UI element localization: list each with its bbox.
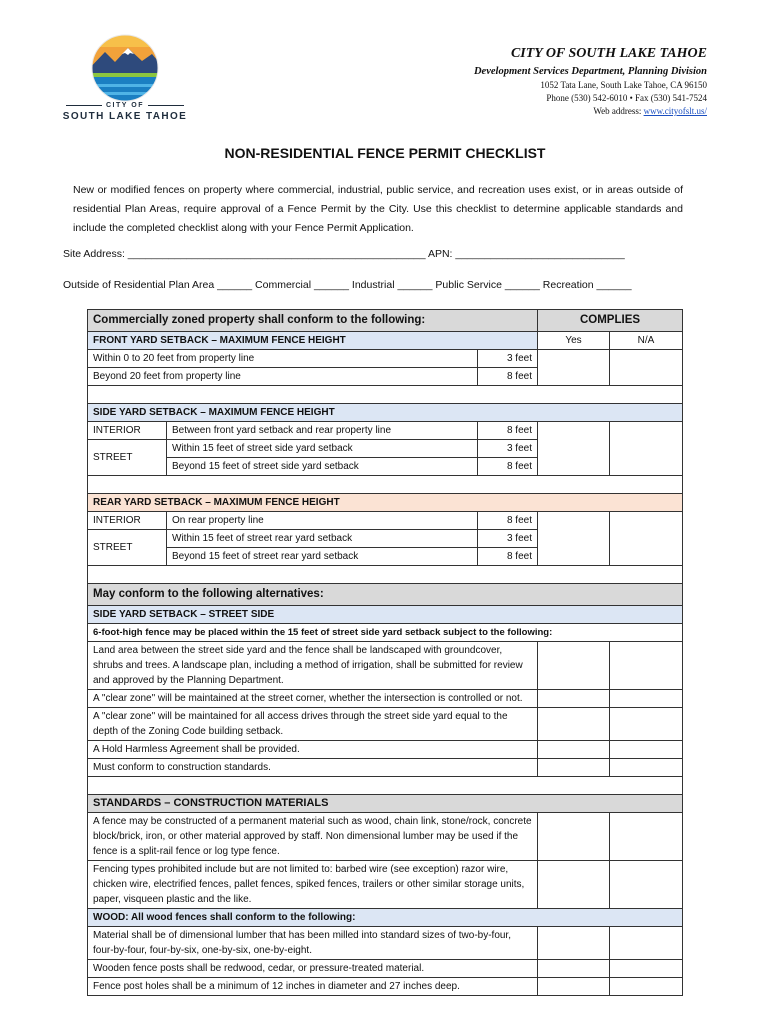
website-link[interactable]: www.cityofslt.us/ bbox=[643, 106, 707, 116]
na-checkbox-cell[interactable] bbox=[610, 927, 683, 960]
table-row bbox=[88, 960, 683, 978]
table-row bbox=[88, 512, 683, 530]
na-checkbox-cell[interactable] bbox=[610, 350, 683, 386]
wood-item: Fence post holes shall be a minimum of 12 inches in diameter and 27 inches deep. bbox=[88, 978, 538, 996]
na-checkbox-cell[interactable] bbox=[610, 690, 683, 708]
standards-item: A fence may be constructed of a permanent material such as wood, chain link, stone/rock, concrete block/brick, iron, or other material approved by staff. Non dimensional lumber may be used if the fence is a split-rail fence or log type fence. bbox=[88, 813, 538, 861]
logo-caption-bottom: SOUTH LAKE TAHOE bbox=[62, 111, 188, 122]
table-row bbox=[88, 813, 683, 861]
interior-label: INTERIOR bbox=[88, 422, 167, 440]
alt-item: A Hold Harmless Agreement shall be provided. bbox=[88, 741, 538, 759]
city-name: CITY OF SOUTH LAKE TAHOE bbox=[510, 46, 707, 61]
na-checkbox-cell[interactable] bbox=[610, 960, 683, 978]
side-row-value: 8 feet bbox=[478, 458, 538, 476]
yes-checkbox-cell[interactable] bbox=[538, 642, 610, 690]
page-title: NON-RESIDENTIAL FENCE PERMIT CHECKLIST bbox=[224, 145, 546, 161]
table-row bbox=[88, 422, 683, 440]
alt-item: Land area between the street side yard and the fence shall be landscaped with groundcover, shrubs and trees. A landscape plan, including a method of irrigation, shall be submitted for review and approved by the Planning Department. bbox=[88, 642, 538, 690]
interior-label: INTERIOR bbox=[88, 512, 167, 530]
side-row-value: 3 feet bbox=[478, 440, 538, 458]
yes-checkbox-cell[interactable] bbox=[538, 813, 610, 861]
side-row-value: 8 feet bbox=[478, 422, 538, 440]
phone-fax: Phone (530) 542-6010 • Fax (530) 541-7524 bbox=[546, 93, 707, 103]
yes-checkbox-cell[interactable] bbox=[538, 690, 610, 708]
na-checkbox-cell[interactable] bbox=[610, 708, 683, 741]
alt-item: A "clear zone" will be maintained at the street corner, whether the intersection is controlled or not. bbox=[88, 690, 538, 708]
six-foot-fence-rule: 6-foot-high fence may be placed within the 15 feet of street side yard setback subject to the following: bbox=[88, 624, 683, 642]
front-row-value: 3 feet bbox=[478, 350, 538, 368]
side-row-label: Beyond 15 feet of street side yard setback bbox=[167, 458, 478, 476]
na-checkbox-cell[interactable] bbox=[610, 741, 683, 759]
wood-heading: WOOD: All wood fences shall conform to the following: bbox=[88, 909, 683, 927]
yes-checkbox-cell[interactable] bbox=[538, 978, 610, 996]
yes-checkbox-cell[interactable] bbox=[538, 708, 610, 741]
alt-item: A "clear zone" will be maintained for all access drives through the street side yard equal to the depth of the Zoning Code building setback. bbox=[88, 708, 538, 741]
na-checkbox-cell[interactable] bbox=[610, 978, 683, 996]
rear-row-label: Beyond 15 feet of street rear yard setback bbox=[167, 548, 478, 566]
address: 1052 Tata Lane, South Lake Tahoe, CA 96150 bbox=[540, 80, 707, 90]
na-checkbox-cell[interactable] bbox=[610, 512, 683, 566]
na-checkbox-cell[interactable] bbox=[610, 813, 683, 861]
table-row bbox=[88, 759, 683, 777]
alternatives-heading: May conform to the following alternatives: bbox=[88, 584, 683, 606]
site-address-apn-line[interactable]: Site Address: ___________________________________________________ APN: _____________________________ bbox=[63, 248, 625, 260]
table-row bbox=[88, 861, 683, 909]
table-row bbox=[88, 741, 683, 759]
yes-checkbox-cell[interactable] bbox=[538, 350, 610, 386]
alt-item: Must conform to construction standards. bbox=[88, 759, 538, 777]
table-row bbox=[88, 350, 683, 368]
yes-checkbox-cell[interactable] bbox=[538, 422, 610, 476]
rear-row-value: 3 feet bbox=[478, 530, 538, 548]
na-checkbox-cell[interactable] bbox=[610, 759, 683, 777]
department-name: Development Services Department, Planning Division bbox=[473, 66, 707, 77]
conform-heading: Commercially zoned property shall conform to the following: bbox=[88, 310, 538, 332]
front-row-label: Within 0 to 20 feet from property line bbox=[88, 350, 478, 368]
rear-row-value: 8 feet bbox=[478, 512, 538, 530]
rear-yard-heading: REAR YARD SETBACK – MAXIMUM FENCE HEIGHT bbox=[88, 494, 683, 512]
wood-item: Wooden fence posts shall be redwood, cedar, or pressure-treated material. bbox=[88, 960, 538, 978]
na-checkbox-cell[interactable] bbox=[610, 642, 683, 690]
web-label: Web address: bbox=[593, 106, 644, 116]
yes-checkbox-cell[interactable] bbox=[538, 960, 610, 978]
side-row-label: Between front yard setback and rear property line bbox=[167, 422, 478, 440]
rear-row-label: Within 15 feet of street rear yard setback bbox=[167, 530, 478, 548]
na-checkbox-cell[interactable] bbox=[610, 861, 683, 909]
yes-header: Yes bbox=[538, 332, 610, 350]
front-row-label: Beyond 20 feet from property line bbox=[88, 368, 478, 386]
rear-row-label: On rear property line bbox=[167, 512, 478, 530]
yes-checkbox-cell[interactable] bbox=[538, 861, 610, 909]
front-row-value: 8 feet bbox=[478, 368, 538, 386]
complies-header: COMPLIES bbox=[538, 310, 683, 332]
table-row bbox=[88, 642, 683, 690]
intro-paragraph: New or modified fences on property where commercial, industrial, public service, and recreation uses exist, or in areas outside of residential Plan Areas, require approval of a Fence Permit by the City. Use this checklist to determine applicable standards and include the completed checklist along with your Fence Permit Application. bbox=[73, 184, 683, 234]
use-type-line[interactable]: Outside of Residential Plan Area ______ Commercial ______ Industrial ______ Public Service ______ Recreation ______ bbox=[63, 279, 632, 291]
side-row-label: Within 15 feet of street side yard setback bbox=[167, 440, 478, 458]
logo-caption-top: CITY OF bbox=[106, 102, 144, 109]
na-checkbox-cell[interactable] bbox=[610, 422, 683, 476]
front-yard-heading: FRONT YARD SETBACK – MAXIMUM FENCE HEIGHT bbox=[88, 332, 538, 350]
yes-checkbox-cell[interactable] bbox=[538, 759, 610, 777]
standards-item: Fencing types prohibited include but are not limited to: barbed wire (see exception) razor wire, chicken wire, electrified fences, pallet fences, spiked fences, trailers or other similar storage units, paper, visqueen plastic and the like. bbox=[88, 861, 538, 909]
wood-item: Material shall be of dimensional lumber that has been milled into standard sizes of two-by-four, four-by-four, four-by-six, one-by-six, one-by-eight. bbox=[88, 927, 538, 960]
table-row bbox=[88, 927, 683, 960]
checklist-table bbox=[87, 309, 683, 996]
rear-row-value: 8 feet bbox=[478, 548, 538, 566]
street-label: STREET bbox=[88, 440, 167, 476]
letterhead bbox=[474, 46, 707, 116]
logo-caption bbox=[60, 102, 190, 122]
standards-heading: STANDARDS – CONSTRUCTION MATERIALS bbox=[88, 795, 683, 813]
street-label: STREET bbox=[88, 530, 167, 566]
table-row bbox=[88, 978, 683, 996]
table-row bbox=[88, 690, 683, 708]
na-header: N/A bbox=[610, 332, 683, 350]
yes-checkbox-cell[interactable] bbox=[538, 512, 610, 566]
table-row bbox=[88, 708, 683, 741]
street-side-heading: SIDE YARD SETBACK – STREET SIDE bbox=[88, 606, 683, 624]
yes-checkbox-cell[interactable] bbox=[538, 741, 610, 759]
yes-checkbox-cell[interactable] bbox=[538, 927, 610, 960]
side-yard-heading: SIDE YARD SETBACK – MAXIMUM FENCE HEIGHT bbox=[88, 404, 683, 422]
